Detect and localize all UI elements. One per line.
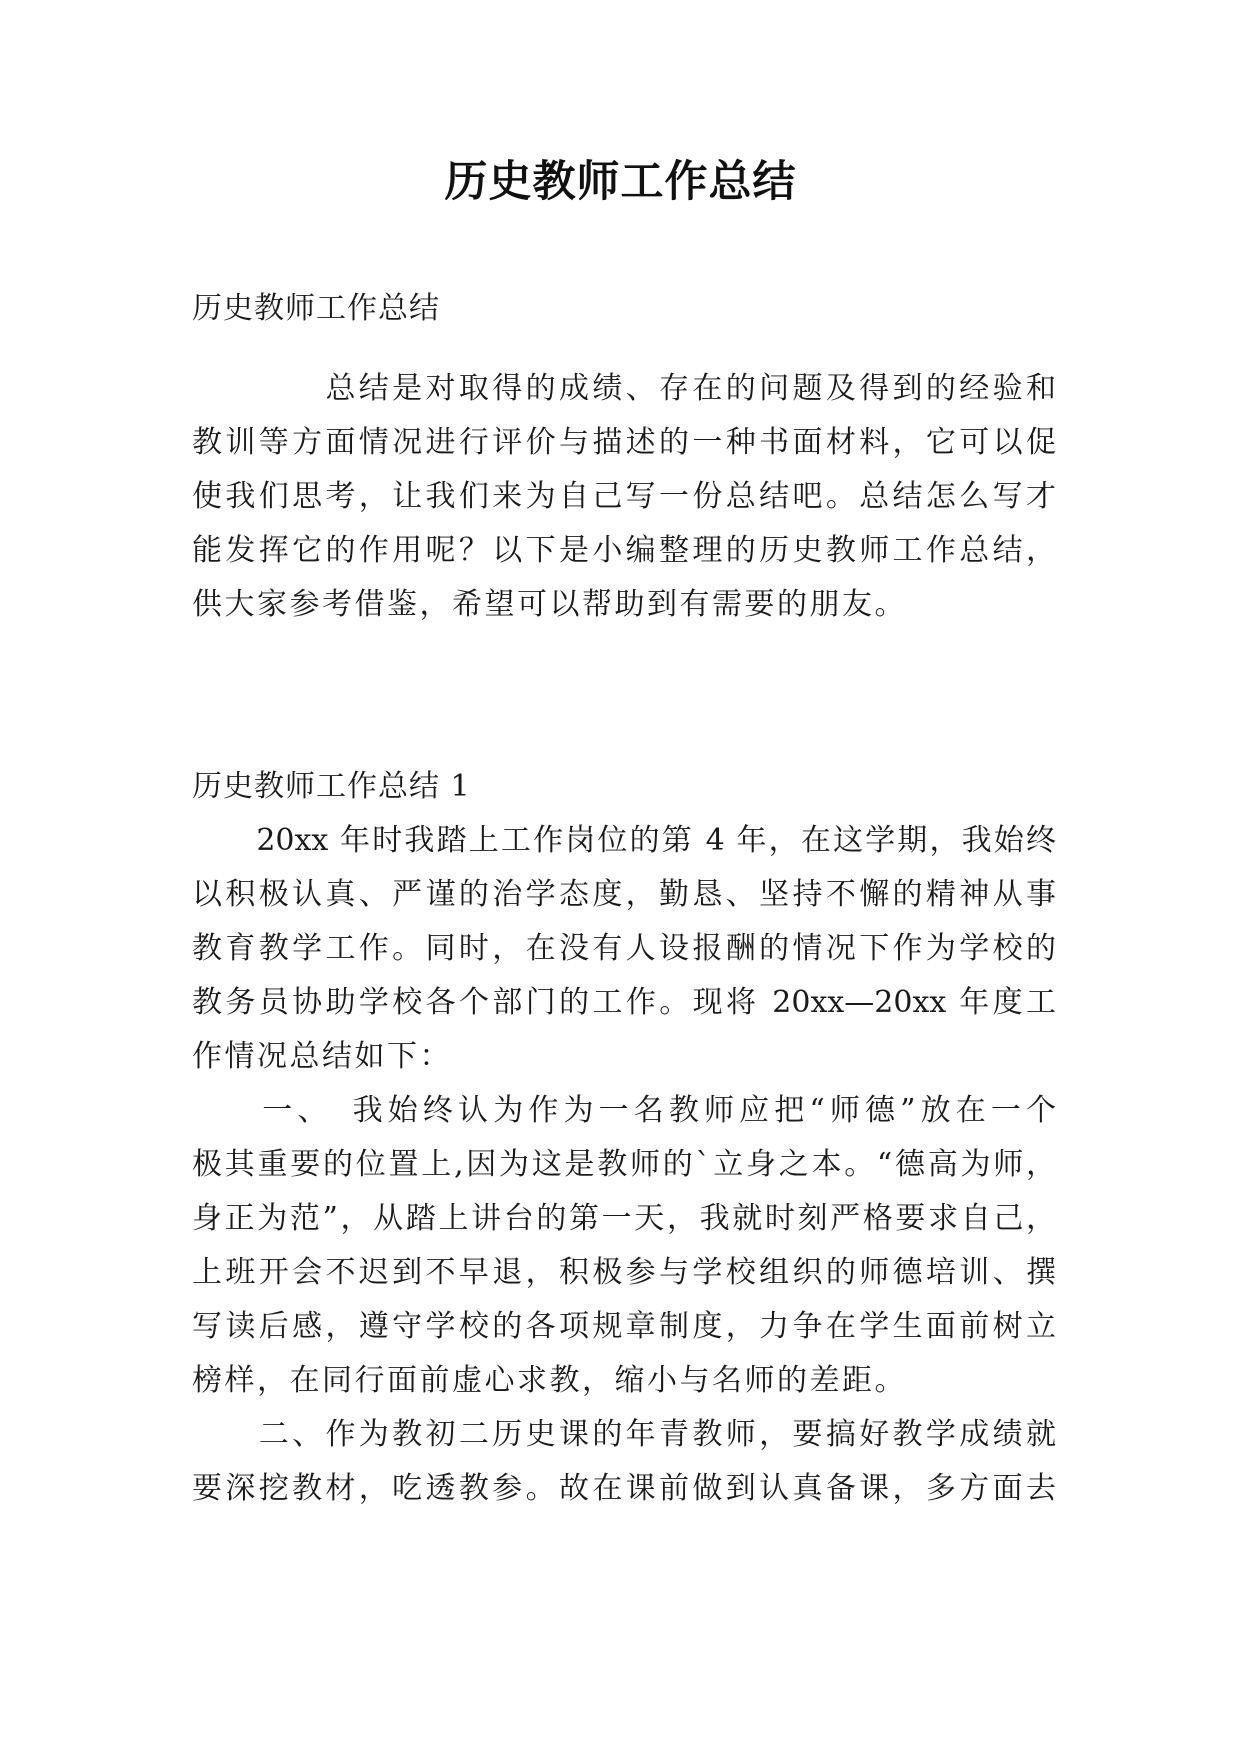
body-line: 教育教学工作。同时，在没有人设报酬的情况下作为学校的 <box>192 931 1056 966</box>
body-line: 极其重要的位置上,因为这是教师的`立身之本。“德高为师， <box>192 1147 1056 1182</box>
body-line: 教务员协助学校各个部门的工作。现将 20xx—20xx 年度工 <box>192 985 1056 1020</box>
intro-line: 能发挥它的作用呢？以下是小编整理的历史教师工作总结， <box>192 533 1056 568</box>
body-line: 榜样，在同行面前虚心求教，缩小与名师的差距。 <box>192 1363 907 1398</box>
intro-line: 使我们思考，让我们来为自己写一份总结吧。总结怎么写才 <box>192 479 1056 514</box>
body-line: 上班开会不迟到不早退，积极参与学校组织的师德培训、撰 <box>192 1255 1056 1290</box>
intro-line: 总结是对取得的成绩、存在的问题及得到的经验和 <box>192 371 1056 406</box>
intro-line: 供大家参考借鉴，希望可以帮助到有需要的朋友。 <box>192 587 907 622</box>
intro-line: 教训等方面情况进行评价与描述的一种书面材料，它可以促 <box>192 425 1056 460</box>
body-line: 以积极认真、严谨的治学态度，勤恳、坚持不懈的精神从事 <box>192 877 1056 912</box>
body-line: 20xx 年时我踏上工作岗位的第 4 年，在这学期，我始终 <box>192 823 1056 858</box>
section-heading: 历史教师工作总结 1 <box>192 769 471 804</box>
body-line: 写读后感，遵守学校的各项规章制度，力争在学生面前树立 <box>192 1309 1056 1344</box>
body-line: 一、 我始终认为作为一名教师应把“师德”放在一个 <box>192 1093 1056 1128</box>
body-line: 要深挖教材，吃透教参。故在课前做到认真备课，多方面去 <box>192 1471 1056 1506</box>
document-title: 历史教师工作总结 <box>444 157 797 207</box>
body-line: 身正为范”，从踏上讲台的第一天，我就时刻严格要求自己， <box>192 1201 1056 1236</box>
document-subtitle: 历史教师工作总结 <box>192 291 440 326</box>
body-line: 作情况总结如下： <box>192 1039 452 1074</box>
body-line: 二、作为教初二历史课的年青教师，要搞好教学成绩就 <box>192 1417 1056 1452</box>
